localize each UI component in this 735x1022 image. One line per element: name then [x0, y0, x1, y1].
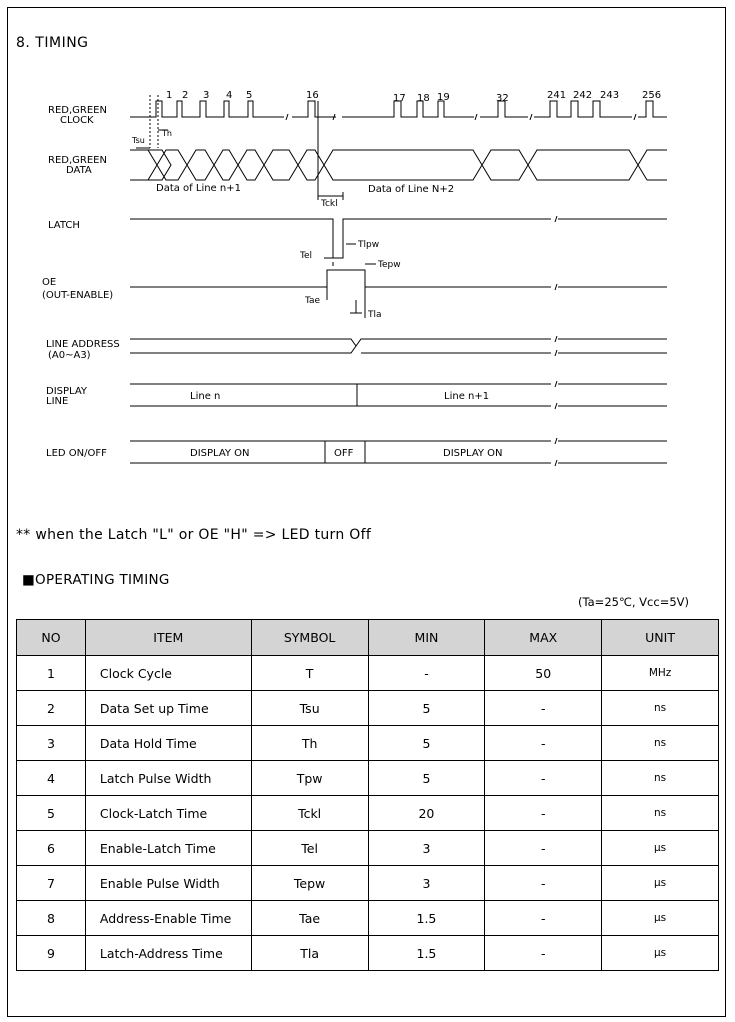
data-line-label: Data of Line N+2 [368, 184, 455, 195]
cell-min: 3 [368, 831, 485, 866]
cell-max: - [485, 936, 602, 971]
display-line-value: Line n+1 [444, 391, 490, 402]
cell-item: Enable-Latch Time [85, 831, 251, 866]
cell-unit: µs [602, 866, 719, 901]
clock-number: 32 [496, 93, 509, 104]
cell-item: Enable Pulse Width [85, 866, 251, 901]
clock-number: 18 [417, 93, 430, 104]
latch-note: ** when the Latch "L" or OE "H" => LED turn Off [16, 527, 372, 543]
led-value: OFF [334, 448, 354, 459]
cell-min: 1.5 [368, 936, 485, 971]
table-row [17, 691, 719, 726]
data-label-1: RED,GREEN [48, 155, 107, 166]
cell-unit: ns [602, 761, 719, 796]
cell-no: 2 [17, 691, 86, 726]
break-mark [555, 216, 557, 466]
display-line-label-1: DISPLAY [46, 386, 88, 397]
cell-max: - [485, 726, 602, 761]
clock-number: 241 [547, 90, 567, 101]
cell-no: 7 [17, 866, 86, 901]
cell-item: Address-Enable Time [85, 901, 251, 936]
table-row [17, 901, 719, 936]
cell-unit: µs [602, 831, 719, 866]
latch-waveform [130, 219, 551, 258]
cell-unit: ns [602, 726, 719, 761]
table-row [17, 831, 719, 866]
display-line-label-2: LINE [46, 396, 69, 407]
tae-label: Tae [305, 296, 321, 306]
cell-min: 5 [368, 691, 485, 726]
table-header-row [17, 620, 719, 656]
cell-item: Data Set up Time [85, 691, 251, 726]
cell-no: 3 [17, 726, 86, 761]
clock-number: 19 [437, 92, 450, 103]
section-title: 8. TIMING [16, 35, 89, 51]
cell-no: 8 [17, 901, 86, 936]
clock-number: 16 [306, 90, 319, 101]
table-row [17, 866, 719, 901]
clock-waveform [638, 101, 667, 117]
cell-item: Clock-Latch Time [85, 796, 251, 831]
cell-symbol: T [251, 656, 368, 691]
clock-number: 242 [573, 90, 593, 101]
table-row [17, 761, 719, 796]
cell-max: 50 [485, 656, 602, 691]
cell-unit: µs [602, 936, 719, 971]
led-label: LED ON/OFF [46, 448, 107, 459]
clock-number: 17 [393, 93, 406, 104]
tepw-label: Tepw [378, 260, 401, 270]
table-row [17, 726, 719, 761]
clock-number: 5 [246, 90, 253, 101]
tla-marker [350, 300, 362, 313]
cell-max: - [485, 761, 602, 796]
operating-timing-table [16, 619, 719, 971]
line-address-waveform [130, 339, 551, 353]
header-unit: UNIT [602, 620, 719, 656]
tsu-label: Tsu [132, 136, 145, 145]
led-waveform [558, 441, 667, 463]
cell-symbol: Tla [251, 936, 368, 971]
cell-unit: ns [602, 796, 719, 831]
clock-waveform [534, 101, 632, 117]
latch-label: LATCH [48, 220, 80, 231]
tla-label: Tla [368, 310, 382, 320]
cell-symbol: Tae [251, 901, 368, 936]
tel-label: Tel [300, 251, 313, 261]
clock-number: 256 [642, 90, 662, 101]
data-line-label: Data of Line n+1 [156, 183, 241, 194]
display-line-value: Line n [190, 391, 221, 402]
clock-label-2: CLOCK [60, 115, 94, 126]
line-address-label-2: (A0~A3) [48, 350, 91, 361]
led-value: DISPLAY ON [190, 448, 250, 459]
clock-number: 243 [600, 90, 620, 101]
cell-min: 1.5 [368, 901, 485, 936]
cell-item: Clock Cycle [85, 656, 251, 691]
data-waveform [130, 150, 667, 180]
cell-no: 1 [17, 656, 86, 691]
cell-max: - [485, 796, 602, 831]
cell-max: - [485, 901, 602, 936]
setup-hold-guides [150, 95, 158, 148]
oe-waveform [130, 270, 551, 287]
cell-symbol: Tckl [251, 796, 368, 831]
tckl-label: Tckl [321, 199, 338, 209]
test-conditions: (Ta=25℃, Vcc=5V) [578, 595, 689, 609]
clock-number: 3 [203, 90, 210, 101]
data-label-2: DATA [66, 165, 92, 176]
cell-no: 6 [17, 831, 86, 866]
cell-no: 9 [17, 936, 86, 971]
cell-item: Latch Pulse Width [85, 761, 251, 796]
cell-no: 4 [17, 761, 86, 796]
display-line-waveform [558, 384, 667, 406]
line-address-label-1: LINE ADDRESS [46, 339, 120, 350]
clock-label-1: RED,GREEN [48, 105, 107, 116]
cell-symbol: Tel [251, 831, 368, 866]
tlpw-marker [324, 244, 356, 266]
cell-symbol: Tsu [251, 691, 368, 726]
header-no: NO [17, 620, 86, 656]
table-row [17, 936, 719, 971]
clock-number: 2 [182, 90, 189, 101]
clock-number: 1 [166, 90, 173, 101]
cell-min: 3 [368, 866, 485, 901]
cell-symbol: Tpw [251, 761, 368, 796]
cell-min: 5 [368, 726, 485, 761]
led-value: DISPLAY ON [443, 448, 503, 459]
cell-unit: µs [602, 901, 719, 936]
cell-symbol: Th [251, 726, 368, 761]
operating-timing-title: ■OPERATING TIMING [22, 572, 170, 588]
cell-max: - [485, 866, 602, 901]
tlpw-label: Tlpw [358, 240, 380, 250]
cell-max: - [485, 691, 602, 726]
cell-min: 20 [368, 796, 485, 831]
header-min: MIN [368, 620, 485, 656]
clock-waveform [130, 101, 284, 117]
cell-item: Latch-Address Time [85, 936, 251, 971]
clock-waveform [292, 101, 336, 117]
oe-label-1: OE [42, 277, 57, 288]
cell-no: 5 [17, 796, 86, 831]
cell-min: - [368, 656, 485, 691]
cell-symbol: Tepw [251, 866, 368, 901]
table-row [17, 656, 719, 691]
header-item: ITEM [85, 620, 251, 656]
clock-number: 4 [226, 90, 233, 101]
cell-unit: ns [602, 691, 719, 726]
clock-waveform [342, 101, 474, 117]
th-label: Th [162, 129, 172, 138]
cell-max: - [485, 831, 602, 866]
line-address-waveform [558, 339, 667, 353]
table-row [17, 796, 719, 831]
cell-unit: MHz [602, 656, 719, 691]
cell-item: Data Hold Time [85, 726, 251, 761]
timing-diagram [0, 0, 735, 500]
cell-min: 5 [368, 761, 485, 796]
header-max: MAX [485, 620, 602, 656]
oe-label-2: (OUT-ENABLE) [42, 290, 114, 301]
header-symbol: SYMBOL [251, 620, 368, 656]
